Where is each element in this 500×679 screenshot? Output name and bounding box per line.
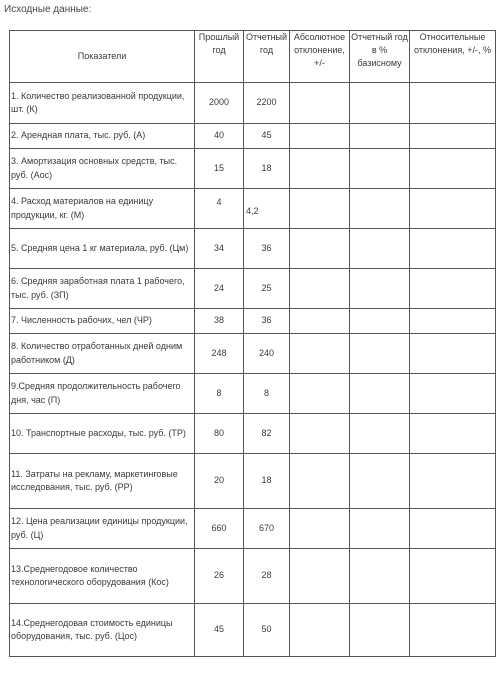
row-absolute-deviation	[290, 229, 350, 269]
row-relative-deviation	[410, 309, 496, 334]
table-row	[10, 83, 496, 124]
row-absolute-deviation	[290, 509, 350, 549]
row-percent-of-base	[350, 509, 410, 549]
row-absolute-deviation	[290, 124, 350, 149]
header-previous-year: Прошлый год	[195, 31, 244, 83]
row-previous-value: 80	[195, 414, 244, 454]
row-percent-of-base	[350, 414, 410, 454]
header-row	[10, 31, 496, 83]
row-relative-deviation	[410, 229, 496, 269]
row-indicator-name: 12. Цена реализации единицы продукции, руб. (Ц)	[10, 509, 195, 549]
caption: Исходные данные:	[4, 4, 92, 15]
row-percent-of-base	[350, 83, 410, 124]
row-indicator-name: 11. Затраты на рекламу, маркетинговые исследования, тыс. руб. (РР)	[10, 454, 195, 509]
row-absolute-deviation	[290, 604, 350, 657]
row-previous-value: 34	[195, 229, 244, 269]
table-row	[10, 229, 496, 269]
row-reporting-value: 8	[244, 374, 290, 414]
row-reporting-value: 50	[244, 604, 290, 657]
row-indicator-name: 4. Расход материалов на единицу продукции, кг. (М)	[10, 189, 195, 229]
row-relative-deviation	[410, 124, 496, 149]
table-row	[10, 509, 496, 549]
row-reporting-value: 25	[244, 269, 290, 309]
row-previous-value: 20	[195, 454, 244, 509]
row-relative-deviation	[410, 604, 496, 657]
row-previous-value: 4	[195, 189, 244, 229]
row-percent-of-base	[350, 124, 410, 149]
row-relative-deviation	[410, 83, 496, 124]
row-percent-of-base	[350, 309, 410, 334]
table-row	[10, 604, 496, 657]
row-reporting-value: 45	[244, 124, 290, 149]
row-indicator-name: 1. Количество реализованной продукции, шт. (К)	[10, 83, 195, 124]
row-indicator-name: 9.Средняя продолжительность рабочего дня, час (П)	[10, 374, 195, 414]
table-row	[10, 334, 496, 374]
header-reporting-year: Отчетный год	[244, 31, 290, 83]
table-row	[10, 269, 496, 309]
row-previous-value: 45	[195, 604, 244, 657]
row-percent-of-base	[350, 374, 410, 414]
row-indicator-name: 13.Среднегодовое количество технологического оборудования (Кос)	[10, 549, 195, 604]
header-indicators: Показатели	[10, 31, 195, 83]
row-relative-deviation	[410, 509, 496, 549]
row-relative-deviation	[410, 549, 496, 604]
row-previous-value: 8	[195, 374, 244, 414]
row-indicator-name: 2. Арендная плата, тыс. руб. (А)	[10, 124, 195, 149]
row-relative-deviation	[410, 454, 496, 509]
row-reporting-value: 240	[244, 334, 290, 374]
row-absolute-deviation	[290, 414, 350, 454]
row-absolute-deviation	[290, 374, 350, 414]
row-relative-deviation	[410, 374, 496, 414]
row-previous-value: 26	[195, 549, 244, 604]
row-reporting-value: 18	[244, 454, 290, 509]
table-row	[10, 309, 496, 334]
row-indicator-name: 3. Амортизация основных средств, тыс. руб. (Аос)	[10, 149, 195, 189]
table-row	[10, 549, 496, 604]
row-reporting-value: 36	[244, 229, 290, 269]
header-percent-of-base: Отчетный год в % базисному	[350, 31, 410, 83]
row-relative-deviation	[410, 189, 496, 229]
row-reporting-value: 82	[244, 414, 290, 454]
row-previous-value: 2000	[195, 83, 244, 124]
row-previous-value: 660	[195, 509, 244, 549]
row-percent-of-base	[350, 334, 410, 374]
row-indicator-name: 5. Средняя цена 1 кг материала, руб. (Цм)	[10, 229, 195, 269]
row-reporting-value: 4,2	[244, 189, 290, 229]
table-row	[10, 149, 496, 189]
row-percent-of-base	[350, 189, 410, 229]
row-absolute-deviation	[290, 549, 350, 604]
row-relative-deviation	[410, 269, 496, 309]
row-indicator-name: 14.Среднегодовая стоимость единицы оборудования, тыс. руб. (Цос)	[10, 604, 195, 657]
row-relative-deviation	[410, 149, 496, 189]
row-percent-of-base	[350, 549, 410, 604]
table-row	[10, 374, 496, 414]
row-indicator-name: 8. Количество отработанных дней одним работником (Д)	[10, 334, 195, 374]
source-data-table	[9, 30, 496, 657]
row-previous-value: 15	[195, 149, 244, 189]
row-previous-value: 38	[195, 309, 244, 334]
row-absolute-deviation	[290, 309, 350, 334]
row-previous-value: 248	[195, 334, 244, 374]
row-absolute-deviation	[290, 83, 350, 124]
row-relative-deviation	[410, 334, 496, 374]
row-previous-value: 40	[195, 124, 244, 149]
row-previous-value: 24	[195, 269, 244, 309]
row-absolute-deviation	[290, 149, 350, 189]
row-reporting-value: 18	[244, 149, 290, 189]
row-absolute-deviation	[290, 189, 350, 229]
row-indicator-name: 6. Средняя заработная плата 1 рабочего, тыс. руб. (ЗП)	[10, 269, 195, 309]
row-reporting-value: 28	[244, 549, 290, 604]
header-absolute-deviation: Абсолютное отклонение, +/-	[290, 31, 350, 83]
row-absolute-deviation	[290, 269, 350, 309]
row-indicator-name: 7. Численность рабочих, чел (ЧР)	[10, 309, 195, 334]
row-percent-of-base	[350, 229, 410, 269]
row-percent-of-base	[350, 604, 410, 657]
table-row	[10, 414, 496, 454]
table-row	[10, 189, 496, 229]
row-absolute-deviation	[290, 334, 350, 374]
row-percent-of-base	[350, 149, 410, 189]
table-row	[10, 454, 496, 509]
row-percent-of-base	[350, 269, 410, 309]
table-row	[10, 124, 496, 149]
row-reporting-value: 36	[244, 309, 290, 334]
row-reporting-value: 670	[244, 509, 290, 549]
header-relative-deviation: Относительные отклонения, +/-, %	[410, 31, 496, 83]
row-absolute-deviation	[290, 454, 350, 509]
row-percent-of-base	[350, 454, 410, 509]
row-relative-deviation	[410, 414, 496, 454]
row-indicator-name: 10. Транспортные расходы, тыс. руб. (ТР)	[10, 414, 195, 454]
row-reporting-value: 2200	[244, 83, 290, 124]
